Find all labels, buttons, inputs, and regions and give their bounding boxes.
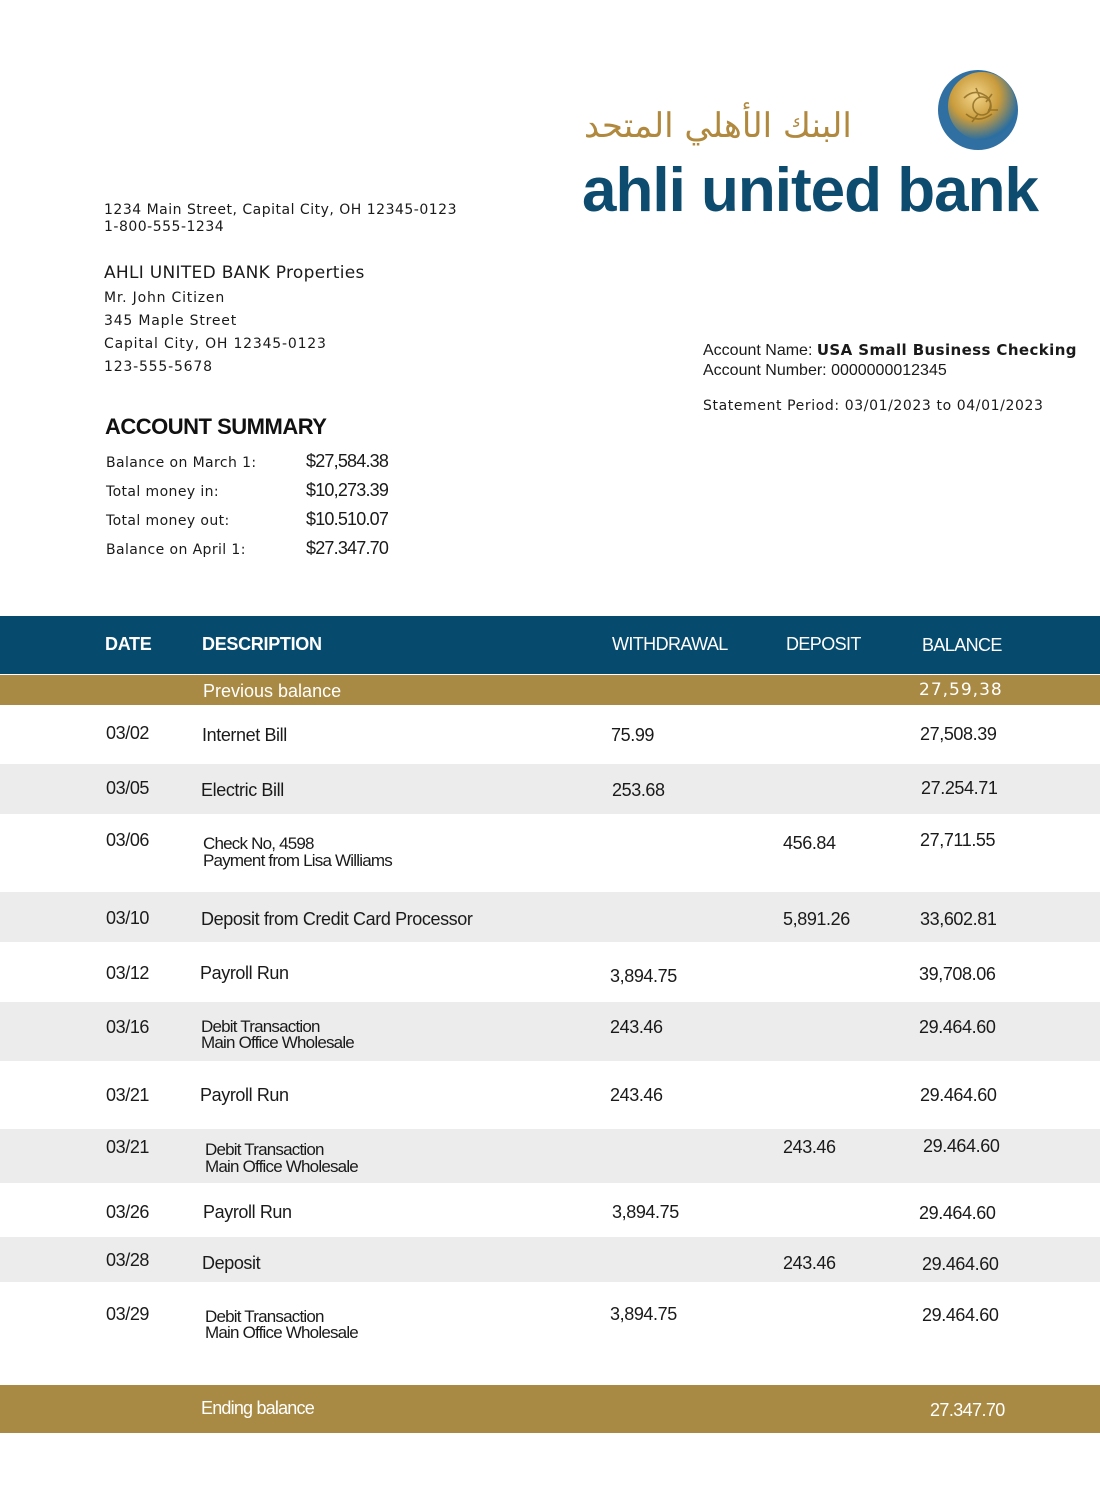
ending-balance-label: Ending balance (201, 1398, 314, 1418)
bank-emblem-icon (936, 68, 1020, 152)
table-row (0, 1183, 1100, 1237)
row-balance: 33,602.81 (920, 909, 997, 929)
summary-label: Balance on March 1: (106, 455, 257, 471)
col-deposit-header: DEPOSIT (786, 634, 861, 654)
row-description: Payroll Run (203, 1202, 292, 1222)
table-row (0, 1282, 1100, 1385)
summary-value: $10.510.07 (306, 509, 389, 529)
logo-wordmark: ahli united bank (582, 156, 1038, 225)
logo-arabic-text: البنك الأهلي المتحد (584, 106, 852, 146)
previous-balance-label: Previous balance (203, 681, 342, 701)
row-date: 03/10 (106, 908, 150, 928)
summary-label: Balance on April 1: (106, 542, 246, 558)
row-date: 03/28 (106, 1250, 150, 1270)
row-description: Deposit (202, 1253, 261, 1273)
bank-address: 1234 Main Street, Capital City, OH 12345-0123 (104, 202, 457, 218)
statement-period: Statement Period: 03/01/2023 to 04/01/2023 (703, 398, 1044, 414)
row-deposit: 456.84 (783, 833, 836, 853)
summary-title: ACCOUNT SUMMARY (105, 414, 327, 439)
row-description: Debit Transaction (205, 1307, 324, 1326)
account-number (703, 362, 947, 380)
previous-balance-row (0, 675, 1100, 705)
table-row (0, 764, 1100, 814)
row-date: 03/06 (106, 830, 150, 850)
account-name-value: USA Small Business Checking (816, 341, 1077, 359)
account-name-label: Account Name: (703, 342, 813, 359)
row-withdrawal: 3,894.75 (610, 1304, 677, 1324)
recipient-city: Capital City, OH 12345-0123 (104, 336, 327, 352)
row-date: 03/12 (106, 963, 150, 983)
row-withdrawal: 243.46 (610, 1017, 663, 1037)
row-date: 03/05 (106, 778, 150, 798)
summary-label: Total money in: (106, 484, 220, 500)
row-balance: 27.254.71 (921, 778, 998, 798)
row-deposit: 5,891.26 (783, 909, 850, 929)
table-row (0, 1002, 1100, 1061)
summary-value: $27.347.70 (306, 538, 389, 558)
row-date: 03/21 (106, 1137, 150, 1157)
account-number-value: 0000000012345 (831, 362, 947, 379)
row-balance: 29.464.60 (922, 1305, 999, 1325)
col-balance-header: BALANCE (922, 635, 1002, 655)
row-balance: 29.464.60 (923, 1136, 1000, 1156)
ending-balance-row (0, 1385, 1100, 1433)
recipient-phone: 123-555-5678 (104, 359, 213, 375)
table-row (0, 1129, 1100, 1183)
account-number-label: Account Number: (703, 362, 827, 379)
table-row (0, 814, 1100, 892)
col-date-header: DATE (105, 634, 152, 654)
row-date: 03/26 (106, 1202, 150, 1222)
row-balance: 29.464.60 (919, 1017, 996, 1037)
row-withdrawal: 243.46 (610, 1085, 663, 1105)
row-balance: 27,508.39 (920, 724, 997, 744)
table-row (0, 892, 1100, 942)
row-description-detail: Payment from Lisa Williams (203, 851, 392, 870)
row-description: Deposit from Credit Card Processor (201, 909, 473, 929)
row-description-detail: Main Office Wholesale (205, 1157, 358, 1176)
row-description: Check No, 4598 (203, 834, 314, 853)
row-description-detail: Main Office Wholesale (205, 1323, 358, 1342)
row-date: 03/21 (106, 1085, 150, 1105)
row-description: Payroll Run (200, 963, 289, 983)
recipient-name: Mr. John Citizen (104, 290, 226, 306)
previous-balance-value: 27,59,38 (919, 680, 1003, 700)
recipient-street: 345 Maple Street (104, 313, 238, 329)
row-withdrawal: 75.99 (611, 725, 655, 745)
col-description-header: DESCRIPTION (202, 634, 322, 654)
summary-value: $27,584.38 (306, 451, 389, 471)
row-description: Debit Transaction (205, 1140, 324, 1159)
summary-value: $10,273.39 (306, 480, 389, 500)
row-withdrawal: 3,894.75 (612, 1202, 679, 1222)
row-description: Electric Bill (201, 780, 284, 800)
table-row (0, 942, 1100, 1002)
bank-phone: 1-800-555-1234 (104, 219, 225, 235)
summary-label: Total money out: (106, 513, 230, 529)
row-balance: 29.464.60 (922, 1254, 999, 1274)
row-description: Internet Bill (202, 725, 287, 745)
row-deposit: 243.46 (783, 1253, 836, 1273)
row-withdrawal: 3,894.75 (610, 966, 677, 986)
recipient-company: AHLI UNITED BANK Properties (104, 263, 365, 283)
row-balance: 27,711.55 (920, 830, 996, 850)
table-row (0, 705, 1100, 764)
row-date: 03/02 (106, 723, 150, 743)
row-withdrawal: 253.68 (612, 780, 665, 800)
table-row (0, 1237, 1100, 1282)
row-description: Payroll Run (200, 1085, 289, 1105)
row-description: Debit Transaction (201, 1017, 320, 1036)
row-deposit: 243.46 (783, 1137, 836, 1157)
table-row (0, 1061, 1100, 1129)
row-date: 03/16 (106, 1017, 150, 1037)
ending-balance-value: 27.347.70 (930, 1400, 1005, 1420)
row-date: 03/29 (106, 1304, 150, 1324)
col-withdrawal-header: WITHDRAWAL (612, 634, 728, 654)
table-header (0, 616, 1100, 674)
account-name (703, 341, 1077, 360)
row-description-detail: Main Office Wholesale (201, 1033, 354, 1052)
row-balance: 29.464.60 (919, 1203, 996, 1223)
row-balance: 39,708.06 (919, 964, 996, 984)
row-balance: 29.464.60 (920, 1085, 997, 1105)
